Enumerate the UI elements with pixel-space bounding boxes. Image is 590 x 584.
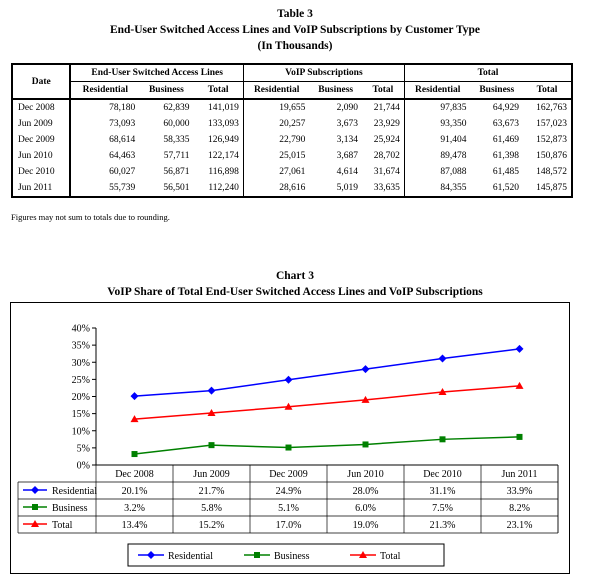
x-tick-label: Dec 2010 — [423, 469, 462, 480]
table-cell: 78,180 — [109, 103, 136, 113]
table-cell: 3,687 — [336, 151, 358, 161]
data-point-residential — [516, 345, 524, 353]
table-cell: 61,485 — [492, 167, 520, 177]
subheader-business: Business — [139, 82, 193, 100]
table-cell: 64,929 — [492, 103, 520, 113]
group-header-lines: End-User Switched Access Lines — [70, 64, 243, 82]
subheader-total: Total — [523, 82, 572, 100]
data-point-residential — [208, 387, 216, 395]
data-point-business — [209, 442, 215, 448]
data-label: 23.1% — [506, 520, 533, 531]
legend-key-marker — [31, 486, 39, 494]
datatable-series-name: Business — [52, 503, 88, 514]
table-title-line2: End-User Switched Access Lines and VoIP Subscriptions by Customer Type — [109, 24, 481, 36]
row-date: Jun 2009 — [12, 116, 70, 132]
table-cell: 141,019 — [207, 103, 239, 113]
x-tick-label: Jun 2010 — [347, 469, 384, 480]
table-title-line3: (In Thousands) — [257, 40, 333, 52]
data-point-residential — [362, 365, 370, 373]
row-date: Jun 2010 — [12, 148, 70, 164]
table-cell: 56,871 — [163, 167, 190, 177]
subheader-total: Total — [194, 82, 244, 100]
table-cell: 62,839 — [163, 103, 190, 113]
table-cell: 148,572 — [523, 164, 572, 180]
subheader-business: Business — [471, 82, 524, 100]
table-cell: 126,949 — [207, 135, 239, 145]
table-cell: 56,501 — [139, 180, 193, 197]
subheader-business: Business — [309, 82, 362, 100]
datatable-series-name: Residential — [52, 486, 97, 497]
data-point-residential — [131, 392, 139, 400]
data-label: 8.2% — [509, 503, 530, 514]
legend-marker-business — [254, 552, 260, 558]
table-cell: 33,635 — [362, 180, 404, 197]
table-cell: 31,674 — [373, 167, 400, 177]
data-label: 33.9% — [506, 486, 533, 497]
table-cell: 57,711 — [163, 151, 190, 161]
table-cell: 150,876 — [523, 148, 572, 164]
table-cell: 122,174 — [207, 151, 239, 161]
y-tick-label: 20% — [71, 392, 90, 403]
group-header-total: Total — [404, 64, 572, 82]
table-cell: 63,673 — [492, 119, 520, 129]
table-cell: 27,061 — [243, 164, 309, 180]
series-line-business — [135, 437, 520, 454]
table-cell: 61,398 — [492, 151, 520, 161]
y-tick-label: 35% — [71, 340, 90, 352]
table-cell: 25,015 — [243, 148, 309, 164]
table-cell: 162,763 — [523, 99, 572, 116]
data-label: 5.1% — [278, 503, 299, 514]
subheader-residential: Residential — [404, 82, 470, 100]
table-cell: 23,929 — [373, 119, 400, 129]
data-label: 7.5% — [432, 503, 453, 514]
data-point-business — [440, 436, 446, 442]
y-tick-label: 15% — [71, 409, 90, 421]
subheader-total: Total — [362, 82, 404, 100]
table-cell: 58,335 — [163, 135, 190, 145]
table-cell: 61,520 — [471, 180, 524, 197]
x-tick-label: Dec 2008 — [115, 469, 154, 480]
table-cell: 89,478 — [404, 148, 470, 164]
data-label: 3.2% — [124, 503, 145, 514]
subheader-residential: Residential — [243, 82, 309, 100]
y-tick-label: 25% — [71, 374, 90, 386]
table-cell: 87,088 — [404, 164, 470, 180]
table-cell: 55,739 — [70, 180, 139, 197]
table-cell: 28,702 — [373, 151, 400, 161]
data-label: 19.0% — [352, 520, 379, 531]
data-label: 24.9% — [275, 486, 302, 497]
y-tick-label: 10% — [71, 426, 90, 438]
subheader-residential: Residential — [70, 82, 139, 100]
date-header: Date — [12, 64, 70, 99]
y-tick-label: 5% — [76, 443, 90, 455]
table-cell: 93,350 — [404, 116, 470, 132]
legend-label-residential: Residential — [168, 551, 213, 562]
table-cell: 25,924 — [373, 135, 400, 145]
datatable-series-name: Total — [52, 520, 73, 531]
data-label: 5.8% — [201, 503, 222, 514]
table-cell: 60,027 — [109, 167, 136, 177]
legend-key-marker — [32, 504, 38, 510]
series-line-residential — [135, 349, 520, 396]
data-label: 17.0% — [275, 520, 302, 531]
data-label: 20.1% — [121, 486, 148, 497]
table-title-line1: Table 3 — [277, 8, 313, 20]
table-cell: 97,835 — [404, 99, 470, 116]
table-cell: 91,404 — [404, 132, 470, 148]
chart-title-line1: Chart 3 — [275, 270, 314, 282]
data-label: 21.3% — [429, 520, 456, 531]
x-tick-label: Jun 2009 — [193, 469, 230, 480]
row-date: Dec 2010 — [12, 164, 70, 180]
chart-title-line2: VoIP Share of Total End-User Switched Access Lines and VoIP Subscriptions — [107, 286, 483, 298]
table-cell: 3,134 — [336, 135, 358, 145]
table-cell: 19,655 — [243, 99, 309, 116]
table-cell: 60,000 — [163, 119, 190, 129]
table-cell: 133,093 — [207, 119, 239, 129]
legend-label-total: Total — [380, 551, 401, 562]
table-cell: 5,019 — [309, 180, 362, 197]
data-label: 31.1% — [429, 486, 456, 497]
table-cell: 116,898 — [208, 167, 239, 177]
data-point-residential — [285, 376, 293, 384]
table-cell: 157,023 — [523, 116, 572, 132]
y-tick-label: 40% — [71, 323, 90, 335]
table-cell: 64,463 — [109, 151, 136, 161]
row-date: Dec 2008 — [12, 99, 70, 116]
table-cell: 68,614 — [109, 135, 136, 145]
data-point-business — [363, 441, 369, 447]
data-label: 21.7% — [198, 486, 225, 497]
y-tick-label: 30% — [71, 357, 90, 369]
data-point-business — [517, 434, 523, 440]
data-point-residential — [439, 354, 447, 362]
data-point-business — [286, 445, 292, 451]
y-tick-label: 0% — [76, 460, 90, 472]
table-cell: 84,355 — [404, 180, 470, 197]
table-cell: 20,257 — [243, 116, 309, 132]
table-cell: 112,240 — [194, 180, 244, 197]
data-point-business — [132, 451, 138, 457]
legend-label-business: Business — [274, 551, 310, 562]
footnote: Figures may not sum to totals due to rounding. — [11, 212, 170, 222]
data-label: 13.4% — [121, 520, 148, 531]
table-cell: 21,744 — [373, 103, 400, 113]
table-cell: 152,873 — [523, 132, 572, 148]
table-cell: 145,875 — [523, 180, 572, 197]
x-tick-label: Dec 2009 — [269, 469, 308, 480]
row-date: Jun 2011 — [12, 180, 70, 197]
series-line-total — [135, 386, 520, 419]
group-header-voip: VoIP Subscriptions — [243, 64, 404, 82]
table-cell: 2,090 — [336, 103, 358, 113]
data-label: 15.2% — [198, 520, 225, 531]
table-cell: 3,673 — [336, 119, 358, 129]
row-date: Dec 2009 — [12, 132, 70, 148]
data-label: 28.0% — [352, 486, 379, 497]
table-cell: 61,469 — [492, 135, 520, 145]
table-cell: 73,093 — [109, 119, 136, 129]
data-label: 6.0% — [355, 503, 376, 514]
table-cell: 22,790 — [243, 132, 309, 148]
table-cell: 28,616 — [243, 180, 309, 197]
x-tick-label: Jun 2011 — [501, 469, 538, 480]
table-cell: 4,614 — [336, 167, 358, 177]
